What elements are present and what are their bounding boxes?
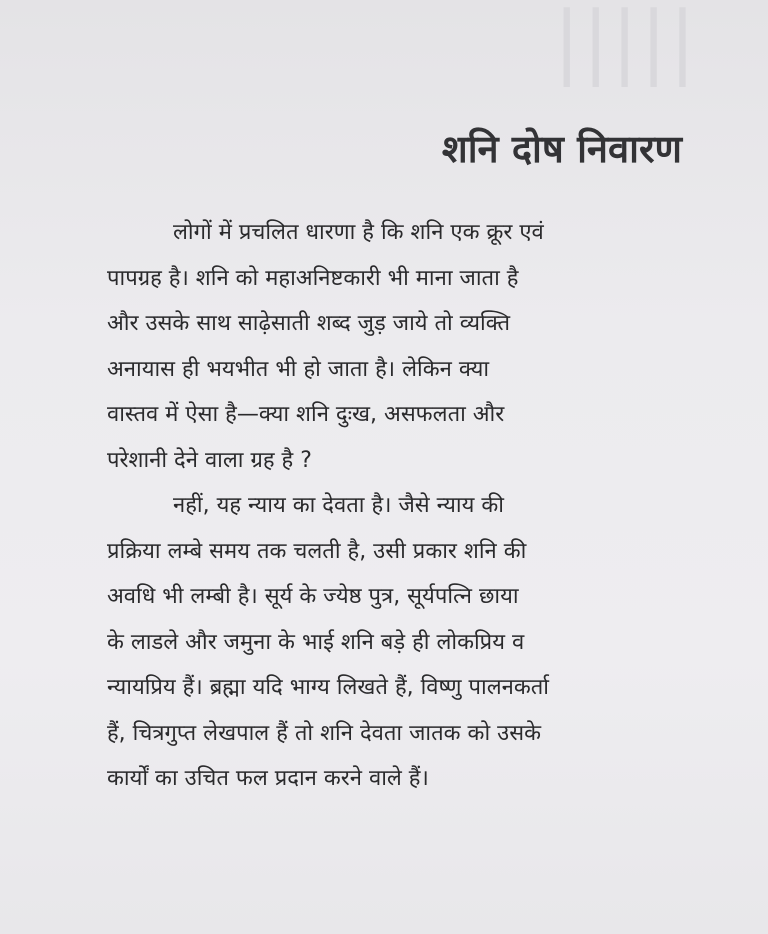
text-line: प्रक्रिया लम्बे समय तक चलती है, उसी प्रकार शनि की: [107, 538, 527, 564]
paragraph-1: [107, 210, 692, 483]
text-line: नहीं, यह न्याय का देवता है। जैसे न्याय की: [173, 493, 504, 518]
text-line: के लाडले और जमुना के भाई शनि बड़े ही लोकप्रिय व: [107, 629, 525, 655]
text-line: वास्तव में ऐसा है—क्या शनि दुःख, असफलता और: [107, 402, 505, 427]
text-line: और उसके साथ साढ़ेसाती शब्द जुड़ जाये तो व्यक्ति: [107, 311, 511, 336]
article-body: [107, 210, 692, 802]
text-line: अनायास ही भयभीत भी हो जाता है। लेकिन क्या: [107, 356, 490, 382]
text-line: हैं, चित्रगुप्त लेखपाल हैं तो शनि देवता जातक को उसके: [107, 720, 541, 746]
text-line: पापग्रह है। शनि को महाअनिष्टकारी भी माना जाता है: [107, 265, 519, 291]
text-line: परेशानी देने वाला ग्रह है ?: [107, 447, 312, 473]
text-line: अवधि भी लम्बी है। सूर्य के ज्येष्ठ पुत्र, सूर्यपत्नि छाया: [107, 584, 519, 609]
text-line: लोगों में प्रचलित धारणा है कि शनि एक क्रूर एवं: [173, 220, 544, 245]
page-title: शनि दोष निवारण: [441, 127, 682, 171]
text-line: कार्यों का उचित फल प्रदान करने वाले हैं।: [107, 766, 429, 791]
bleed-through-mark: |||||: [553, 0, 698, 87]
paragraph-2: [107, 483, 692, 802]
text-line: न्यायप्रिय हैं। ब्रह्मा यदि भाग्य लिखते हैं, विष्णु पालनकर्ता: [107, 675, 549, 700]
